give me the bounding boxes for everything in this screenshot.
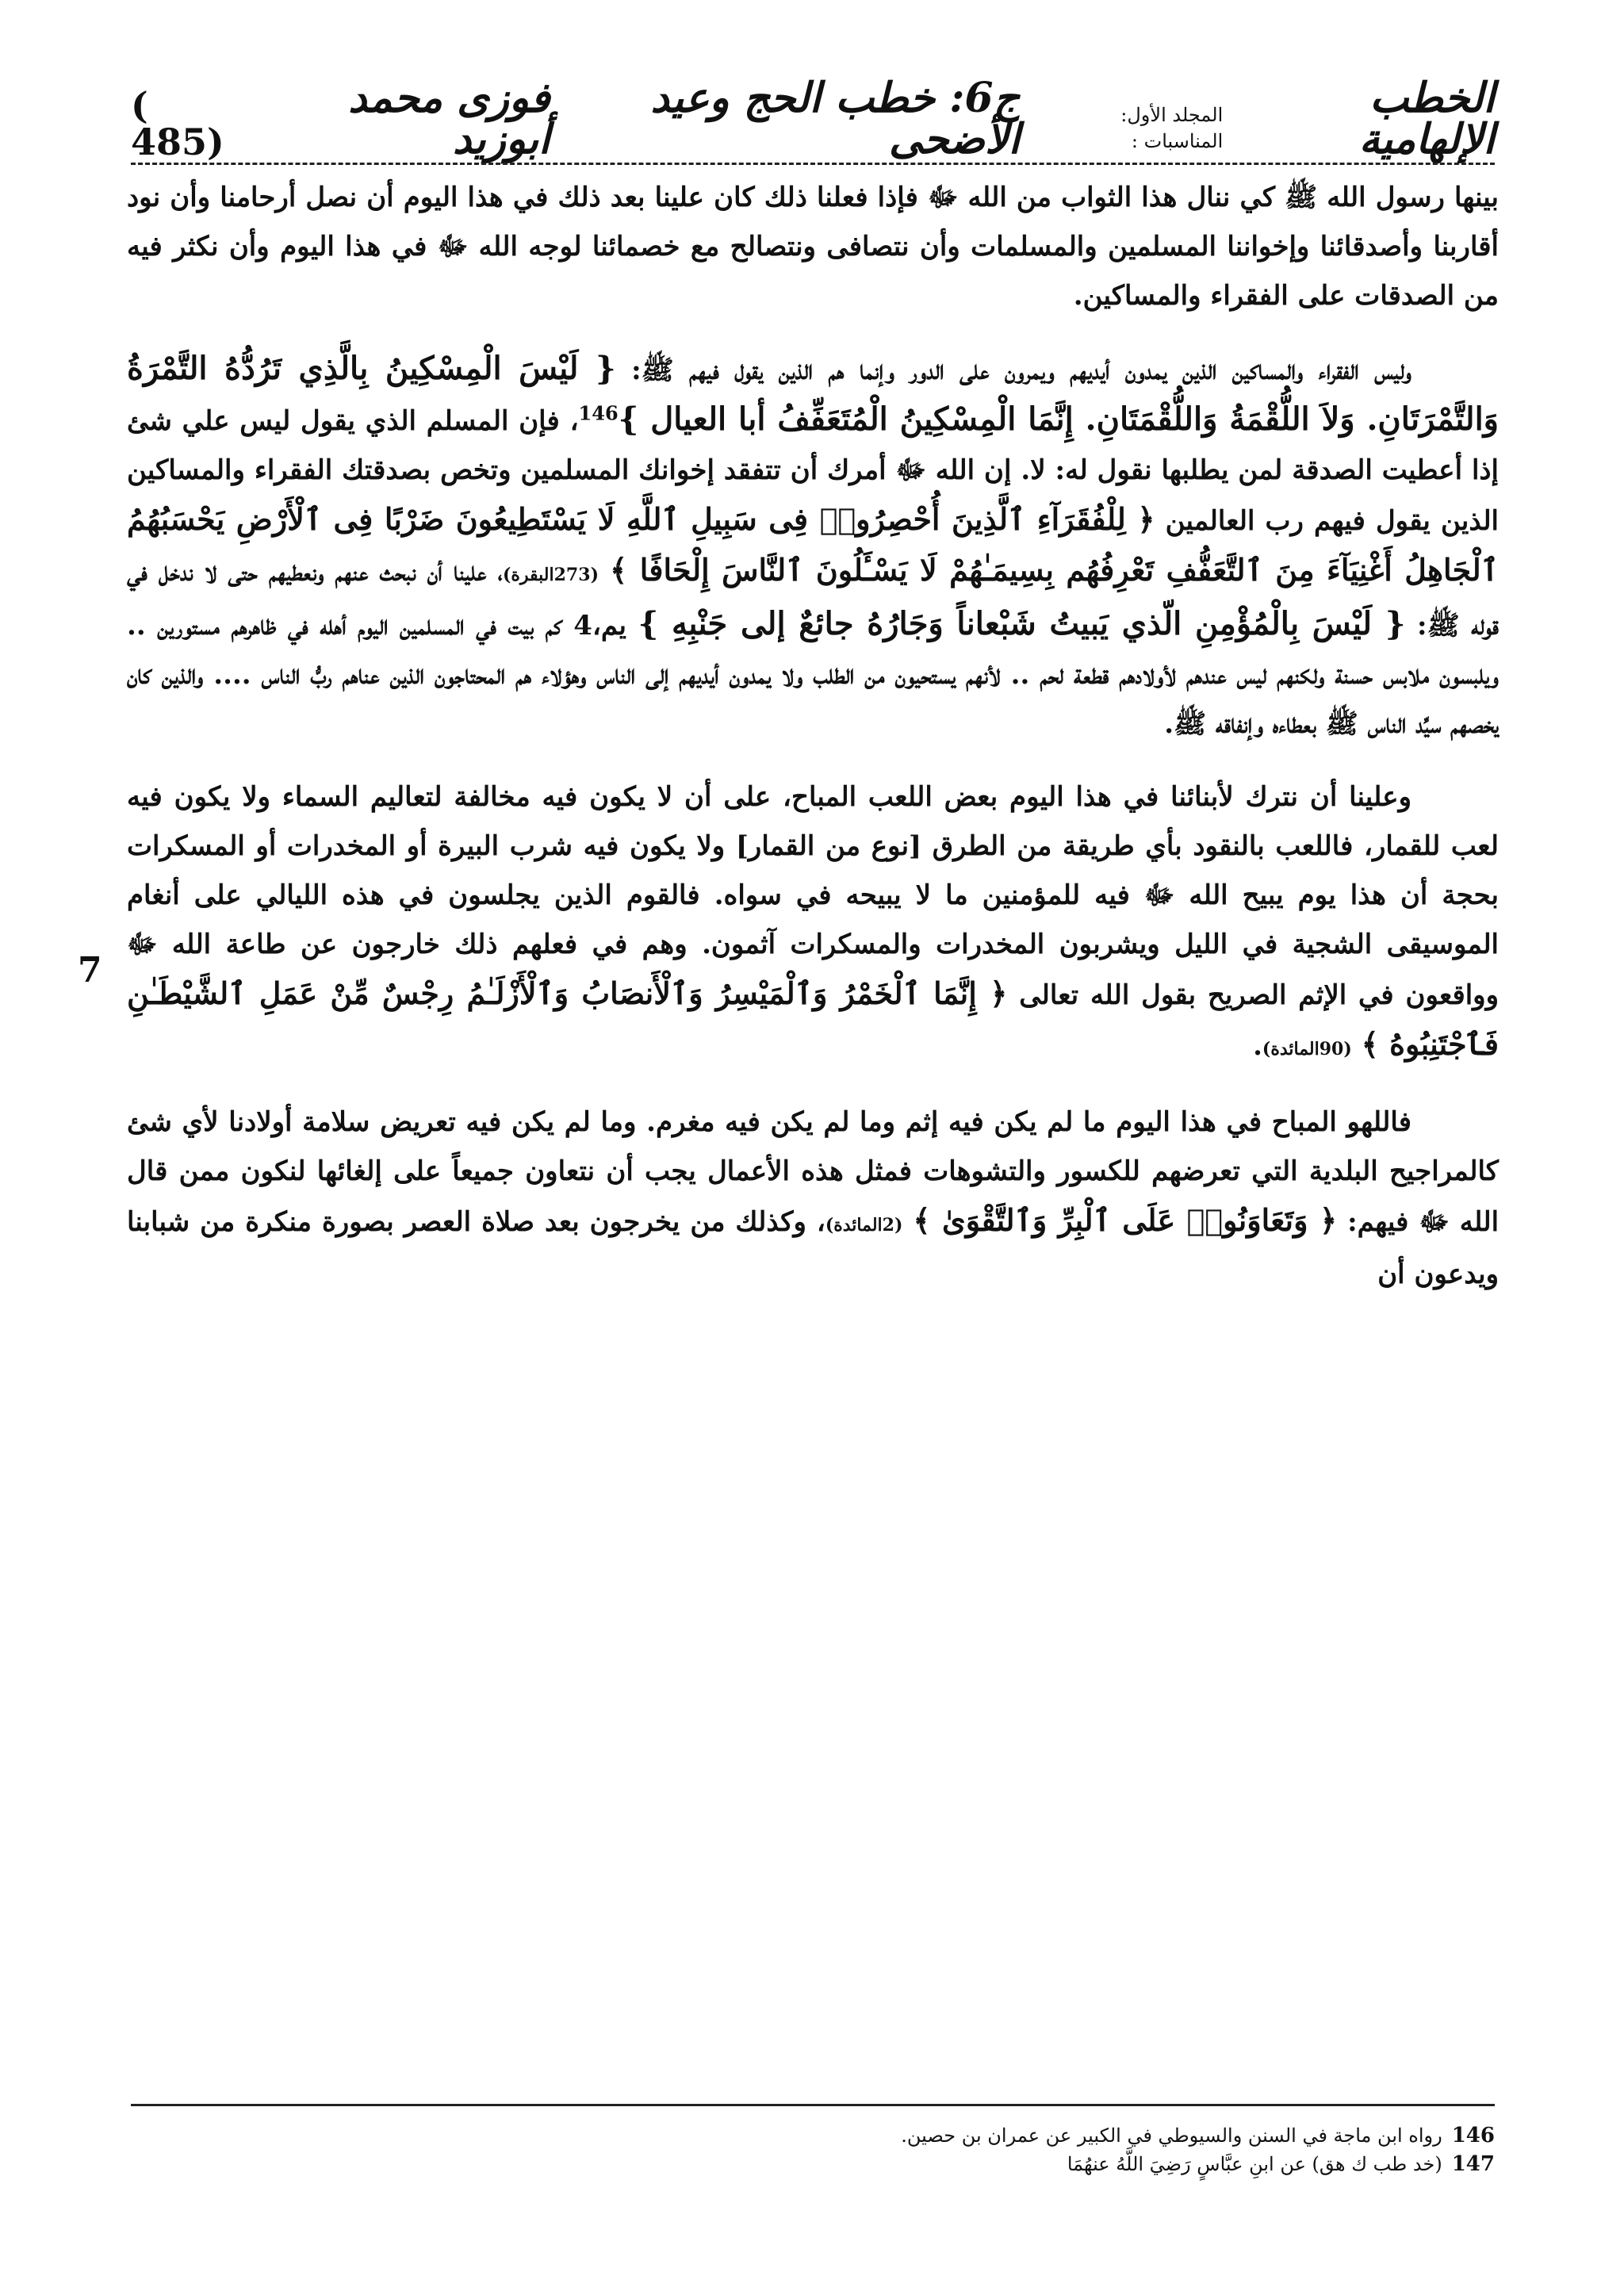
paragraph-text: وعلينا أن نترك لأبنائنا في هذا اليوم بعض اللعب المباح، على أن لا يكون فيه مخالفة لتعاليم السماء ولا يكون فيه لعب للقمار، فاللعب بالنقود بأي طريقة من الطرق [نوع من القمار] ولا يكون فيه شرب البيرة أو المخدرات أو المسكرات بحجة أن هذا يوم يبيح الله ﷻ فيه للمؤمنين ما لا يبيحه في سواه. فالقوم الذين يجلسون في هذه الليالي على أنغام الموسيقى الشجية في الليل ويشربون المخدرات والمسكرات آثمون. وهم في فعلهم ذلك خارجون عن طاعة الله ﷻ وواقعون في الإثم الصريح بقول الله تعالى [127, 781, 1499, 1011]
paragraph-text: ، وكذلك من يخرجون بعد صلاة العصر بصورة منكرة من شبابنا ويدعون أن [127, 1206, 1499, 1290]
paragraph-4 [127, 1098, 1499, 1299]
footnote-text: (خد طب ك هق) عن ابنِ عبَّاسٍ رَضِيَ اللَّهُ عنهُمَا [1067, 2153, 1442, 2175]
footnote-number: 146 [1451, 2124, 1495, 2147]
paragraph-1 [127, 173, 1499, 320]
paragraph-text: فاللهو المباح في هذا اليوم ما لم يكن فيه إثم وما لم يكن فيه مغرم. وما لم يكن فيه تعريض سلامة أولادنا لأي شئ كالمراجيح البلدية التي تعرضهم للكسور والتشوهات فمثل هذه الأعمال يجب أن نتعاون جميعاً على إلغائها لنكون ممن قال الله ﷻ فيهم: [127, 1106, 1500, 1238]
page-header [131, 73, 1495, 163]
verse-reference: (2المائدة) [825, 1215, 903, 1236]
footnotes [131, 2121, 1495, 2178]
book-title: الخطب الإلهامية [1358, 74, 1495, 163]
margin-number: 7 [78, 950, 102, 990]
volume-label: المجلد الأول: المناسبات : [1120, 103, 1224, 153]
footnote-146 [131, 2121, 1495, 2150]
header-left-group [131, 74, 550, 163]
main-text [127, 173, 1499, 1323]
paragraph-text: وليس الفقراء والمساكين الذين يمدون أيديهم ويمرون على الدور وإنما هم الذين يقول فيهم ﷺ: [615, 354, 1411, 386]
paragraph-text: . [1253, 1030, 1262, 1062]
paragraph-text: يم،4 كم بيت في المسلمين اليوم أهله في ظاهرهم مستورين .. ويلبسون ملابس حسنة ولكنهم ليس عندهم لأولادهم قطعة لحم .. لأنهم يستحيون من الطلب ولا يمدون أيديهم إلى الناس وهؤلاء هم المحتاجون الذين عناهم ربُّ الناس .... والذين كان يخصهم سيِّد الناس ﷺ بعطاءه وإنفاقه ﷺ. [127, 610, 1499, 740]
paragraph-2 [127, 344, 1499, 749]
footnote-text: رواه ابن ماجة في السنن والسيوطي في الكبير عن عمران بن حصين. [901, 2124, 1442, 2147]
header-right-group [550, 74, 1495, 163]
footnote-ref: 146 [578, 401, 619, 425]
section-title: ج6: خطب الحج وعيد الأضحى [650, 74, 1021, 163]
author-name: فوزى محمد أبوزيد [348, 74, 550, 163]
quran-verse: ﴿ إِنَّمَا ٱلْخَمْرُ وَٱلْمَيْسِرُ وَٱلْأَنصَابُ وَٱلْأَزْلَـٰمُ رِجْسٌ مِّنْ عَمَلِ ٱلشَّيْطَـٰنِ فَٱجْتَنِبُوهُ ﴾ [127, 975, 1499, 1062]
page-number: ( 485) [131, 84, 224, 163]
hadith-quote: { لَيْسَ الْمِسْكِينُ بِالَّذِي تَرُدُّهُ التَّمْرَةُ وَالتَّمْرَتَانِ. وَلاَ اللُّقْمَةُ وَاللُّقْمَتَانِ. إِنَّمَا الْمِسْكِينُ الْمُتَعَفِّفُ أبا العيال } [127, 350, 1499, 438]
header-divider [131, 163, 1495, 165]
paragraph-text: ، علينا أن نبحث عنهم ونعطيهم حتى لا ندخل في قوله ﷺ: [127, 556, 1500, 642]
paragraph-text: بينها رسول الله ﷺ كي ننال هذا الثواب من الله ﷻ فإذا فعلنا ذلك كان علينا بعد ذلك في هذا اليوم أن نصل أرحامنا وأن نود أقاربنا وأصدقائنا وإخواننا المسلمين والمسلمات وأن نتصافى ونتصالح مع خصمائنا لوجه الله ﷻ في هذا اليوم وأن نكثر فيه من الصدقات على الفقراء والمساكين. [127, 182, 1499, 312]
footnote-number: 147 [1451, 2152, 1495, 2176]
verse-reference: (90المائدة) [1262, 1039, 1352, 1059]
quran-verse: ﴿ لِلْفُقَرَآءِ ٱلَّذِينَ أُحْصِرُوا۟ فِى سَبِيلِ ٱللَّهِ لَا يَسْتَطِيعُونَ ضَرْبًا فِى ٱلْأَرْضِ يَحْسَبُهُمُ ٱلْجَاهِلُ أَغْنِيَآءَ مِنَ ٱلتَّعَفُّفِ تَعْرِفُهُم بِسِيمَـٰهُمْ لَا يَسْـَٔلُونَ ٱلنَّاسَ إِلْحَافًا ﴾ [127, 501, 1499, 588]
footnote-divider [131, 2104, 1495, 2106]
verse-reference: (273البقرة) [502, 565, 599, 585]
hadith-quote: { لَيْسَ بِالْمُؤْمِنِ الّذي يَبيتُ شَبْعاناً وَجَارُهُ جائعٌ إلى جَنْبِهِ } [638, 605, 1406, 642]
paragraph-text: ، فإن المسلم الذي يقول ليس علي شئ إذا أعطيت الصدقة لمن يطلبها نقول له: لا. إن الله ﷻ أمرك أن تتفقد إخوانك المسلمين وتخص بصدقتك الفقراء والمساكين الذين يقول فيهم رب العالمين [127, 405, 1500, 537]
footnote-147 [131, 2150, 1495, 2178]
paragraph-3 [127, 772, 1499, 1074]
quran-verse: ﴿ وَتَعَاوَنُوا۟ عَلَى ٱلْبِرِّ وَٱلتَّقْوَىٰ ﴾ [913, 1202, 1338, 1238]
